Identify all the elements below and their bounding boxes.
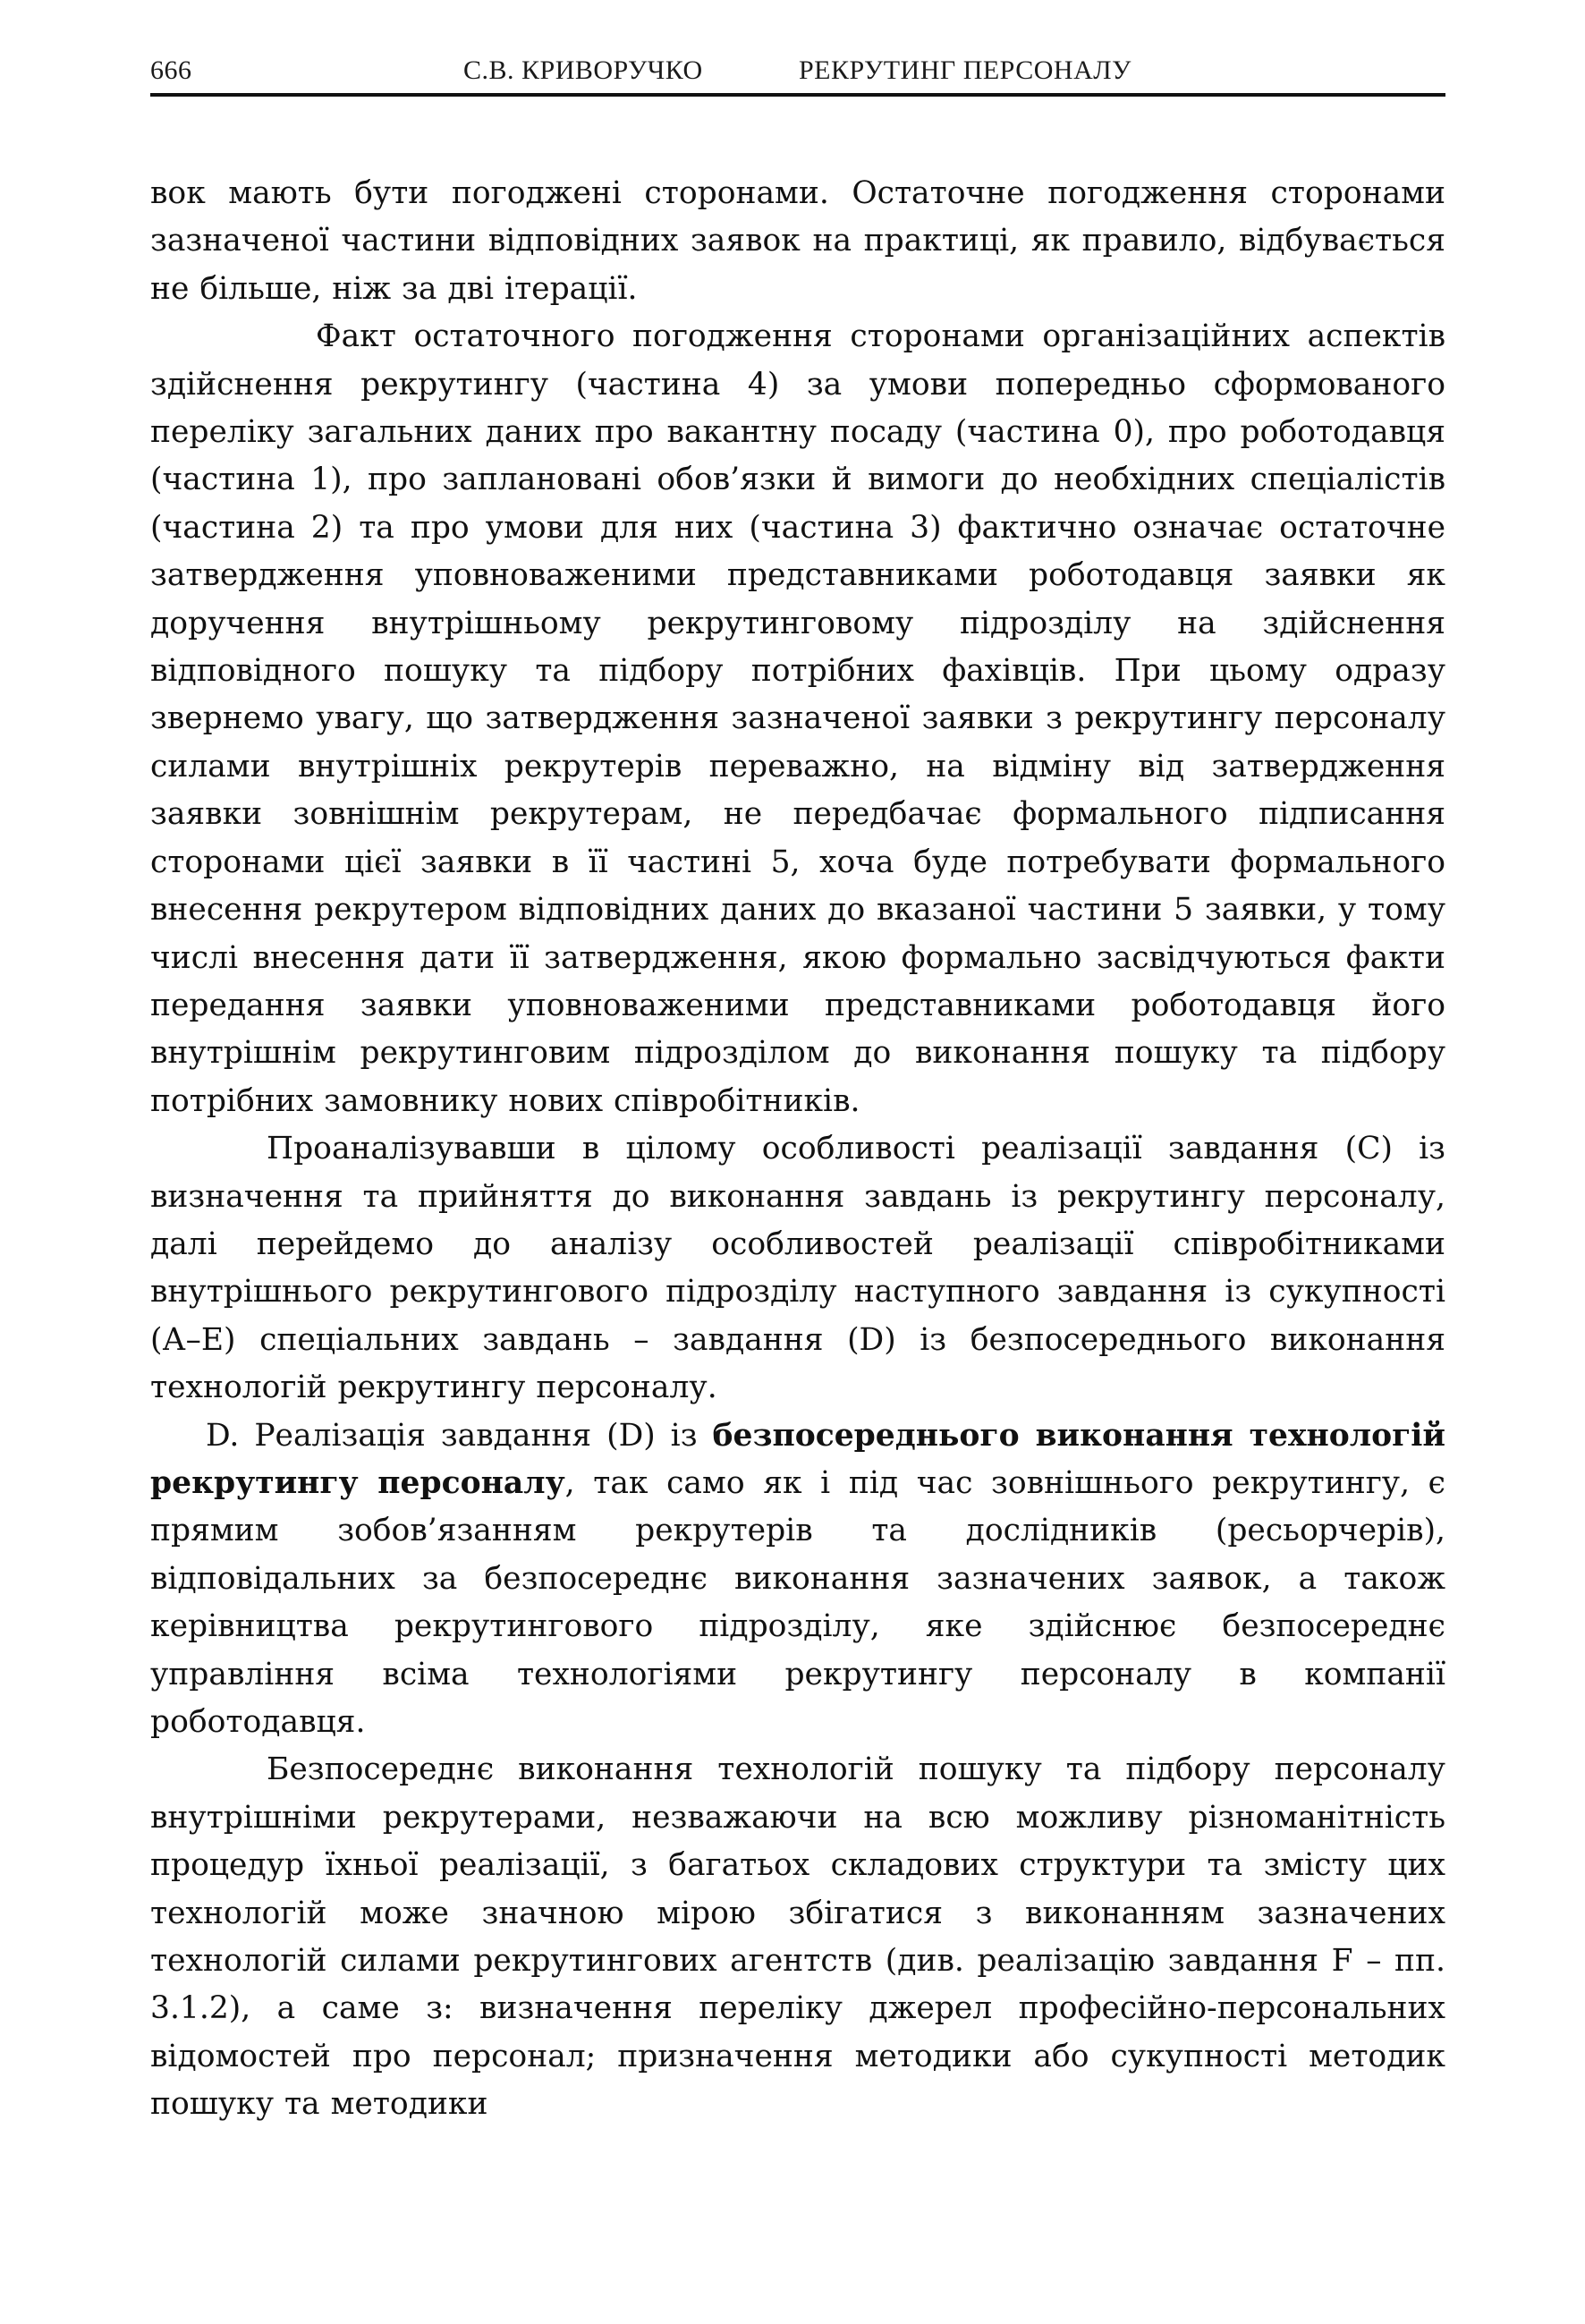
paragraph-approval-fact: Факт остаточного погодження сторонами організаційних аспектів здійснення рекрутингу (частина 4) за умови попередньо сформованого переліку загальних даних про вакантну посаду (частина 0), про роботодавця (частина 1), про заплановані обов’язки й вимоги до необхідних спеціалістів (частина 2) та про умови для них (частина 3) фактично означає остаточне затвердження уповноваженими представниками роботодавця заявки як доручення внутрішньому рекрутинговому підрозділу на здійснення відповідного пошуку та підбору потрібних фахівців. При цьому одразу звернемо увагу, що затвердження зазначеної заявки з рекрутингу персоналу силами внутрішніх рекрутерів переважно, на відміну від затвердження заявки зовнішнім рекрутерам, не передбачає формального підписання сторонами цієї заявки в її частині 5, хоча буде потребувати формального внесення рекрутером відповідних даних до вказаної частини 5 заявки, у тому числі внесення дати її затвердження, якою формально засвідчуються факти передання заявки уповноваженими представниками роботодавця його внутрішнім рекрутинговим підрозділом до виконання пошуку та підбору потрібних замовнику нових співробітників. (150, 318, 1445, 1119)
task-d-lead: D. Реалізація завдання (D) із (206, 1417, 713, 1454)
header-rule (150, 93, 1445, 97)
paragraph-continuation: вок мають бути погоджені сторонами. Остаточне погодження сторонами зазначеної частини відповідних заявок на практиці, як правило, відбувається не більше, ніж за дві ітерації. (150, 175, 1445, 307)
document-page (150, 54, 1445, 2123)
page-number: 666 (150, 55, 192, 85)
paragraph-direct-execution: Безпосереднє виконання технологій пошуку та підбору персоналу внутрішніми рекрутерами, незважаючи на всю можливу різноманітність процедур їхньої реалізації, з багатьох складових структури та змісту цих технологій може значною мірою збігатися з виконанням зазначених технологій силами рекрутингових агентств (див. реалізацію завдання F – пп. 3.1.2), а саме з: визначення переліку джерел професійно-персональних відомостей про персонал; призначення методики або сукупності методик пошуку та методики (150, 1751, 1445, 2123)
paragraph-task-d (150, 1412, 1445, 1747)
task-d-bold-term: безпосереднього виконання технологій рекрутингу персоналу (150, 1417, 1445, 1501)
body-text (150, 170, 1445, 2129)
task-d-rest: , так само як і під час зовнішнього рекрутингу, є прямим зобов’язанням рекрутерів та дослідників (ресьорчерів), відповідальних за безпосереднє виконання зазначених заявок, а також керівництва рекрутингового підрозділу, яке здійснює безпосереднє управління всіма технологіями рекрутингу персоналу в компанії роботодавця. (150, 1464, 1445, 1740)
paragraph-task-c-summary: Проаналізувавши в цілому особливості реалізації завдання (С) із визначення та прийняття до виконання завдань із рекрутингу персоналу, далі перейдемо до аналізу особливостей реалізації співробітниками внутрішнього рекрутингового підрозділу наступного завдання із сукупності (А–Е) спеціальних завдань – завдання (D) із безпосереднього виконання технологій рекрутингу персоналу. (150, 1131, 1445, 1406)
running-header (150, 54, 1445, 91)
header-book-title: РЕКРУТИНГ ПЕРСОНАЛУ (799, 55, 1132, 85)
header-author: С.В. КРИВОРУЧКО (463, 55, 703, 85)
